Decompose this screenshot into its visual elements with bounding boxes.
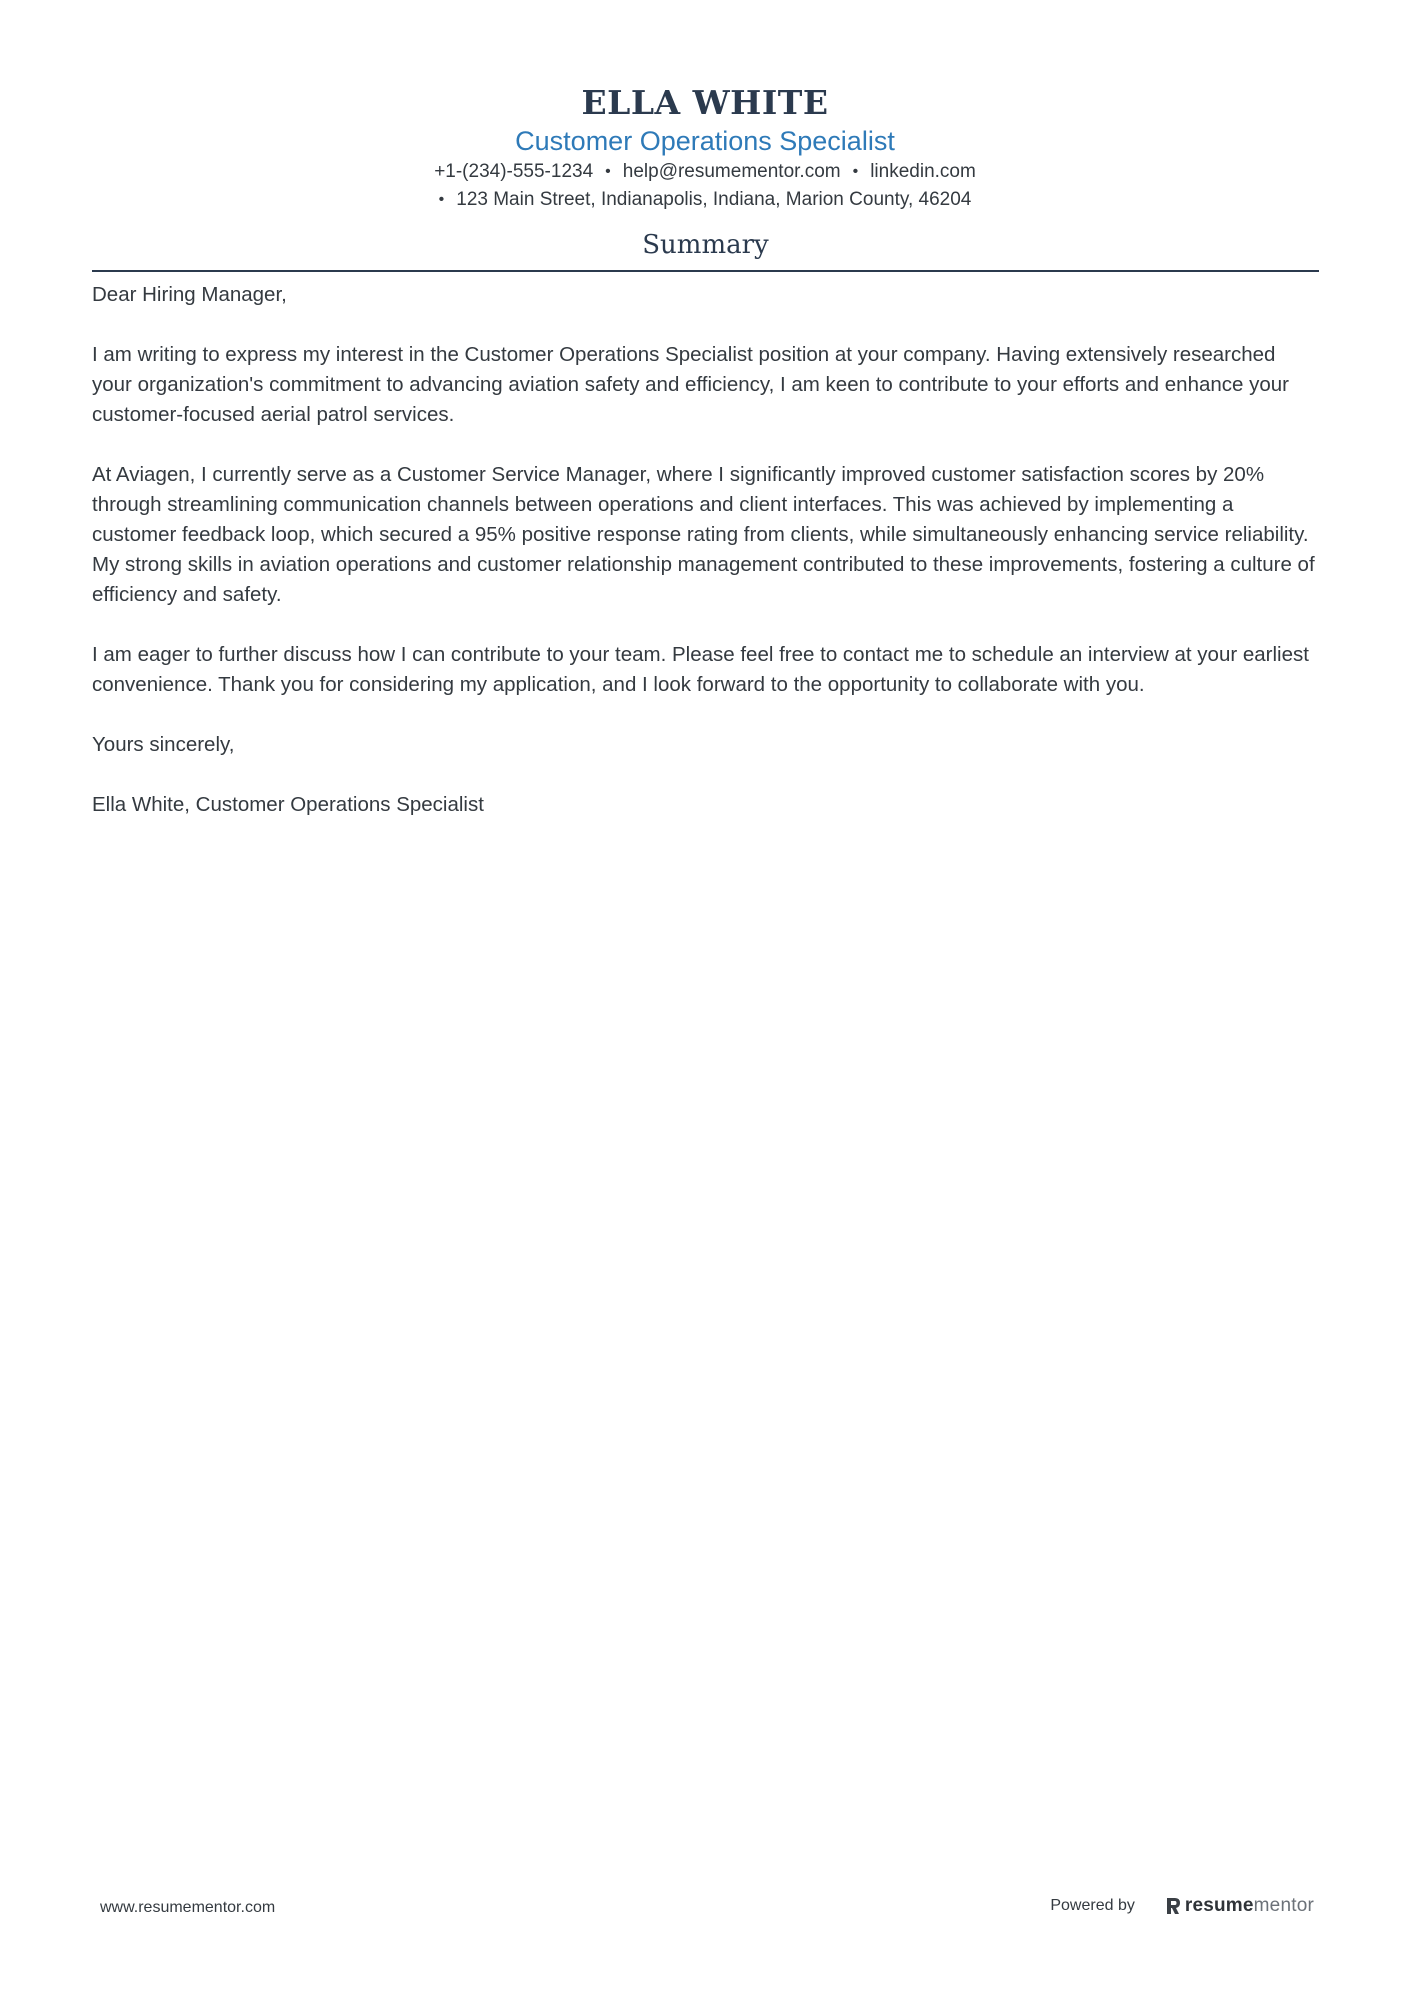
footer-branding	[1050, 1895, 1314, 1917]
footer-website[interactable]: www.resumementor.com	[100, 1899, 276, 1916]
letter-closing: Yours sincerely,	[92, 733, 235, 756]
bullet-separator: •	[438, 191, 445, 208]
letter-header	[0, 82, 1410, 214]
email-address[interactable]: help@resumementor.com	[622, 161, 841, 182]
letter-paragraph: I am writing to express my interest in the Customer Operations Specialist position at your company. Having extensively researched your organization's commitment to advancing aviation safety and efficiency, I am keen to contribute to your efforts and enhance your customer-focused aerial patrol services.	[92, 343, 1290, 426]
letter-body	[92, 280, 1319, 850]
contact-line-2	[0, 186, 1410, 214]
phone-number: +1-(234)-555-1234	[434, 161, 594, 182]
section-title-summary: Summary	[642, 230, 769, 260]
section-divider	[92, 270, 1319, 272]
bullet-separator: •	[852, 163, 859, 180]
letter-greeting: Dear Hiring Manager,	[92, 283, 287, 306]
street-address: 123 Main Street, Indianapolis, Indiana, Marion County, 46204	[456, 189, 972, 210]
candidate-name: ELLA WHITE	[581, 83, 829, 122]
resumementor-logo-icon	[1165, 1896, 1181, 1916]
bullet-separator: •	[605, 163, 611, 180]
contact-line-1	[0, 158, 1410, 186]
brand-text-bold: resume	[1184, 1895, 1254, 1916]
candidate-title: Customer Operations Specialist	[515, 126, 895, 156]
letter-signature: Ella White, Customer Operations Specialist	[92, 793, 484, 816]
linkedin-link[interactable]: linkedin.com	[870, 161, 976, 182]
resumementor-logo[interactable]	[1165, 1895, 1314, 1917]
powered-by-label: Powered by	[1050, 1897, 1135, 1914]
brand-text-light: mentor	[1253, 1895, 1314, 1916]
letter-paragraph: At Aviagen, I currently serve as a Customer Service Manager, where I significantly improved customer satisfaction scores by 20% through streamlining communication channels between operations and client interfaces. This was achieved by implementing a customer feedback loop, which secured a 95% positive response rating from clients, while simultaneously enhancing service reliability. My strong skills in aviation operations and customer relationship management contributed to these improvements, fostering a culture of efficiency and safety.	[92, 463, 1315, 606]
letter-paragraph: I am eager to further discuss how I can contribute to your team. Please feel free to contact me to schedule an interview at your earliest convenience. Thank you for considering my application, and I look forward to the opportunity to collaborate with you.	[92, 643, 1309, 696]
